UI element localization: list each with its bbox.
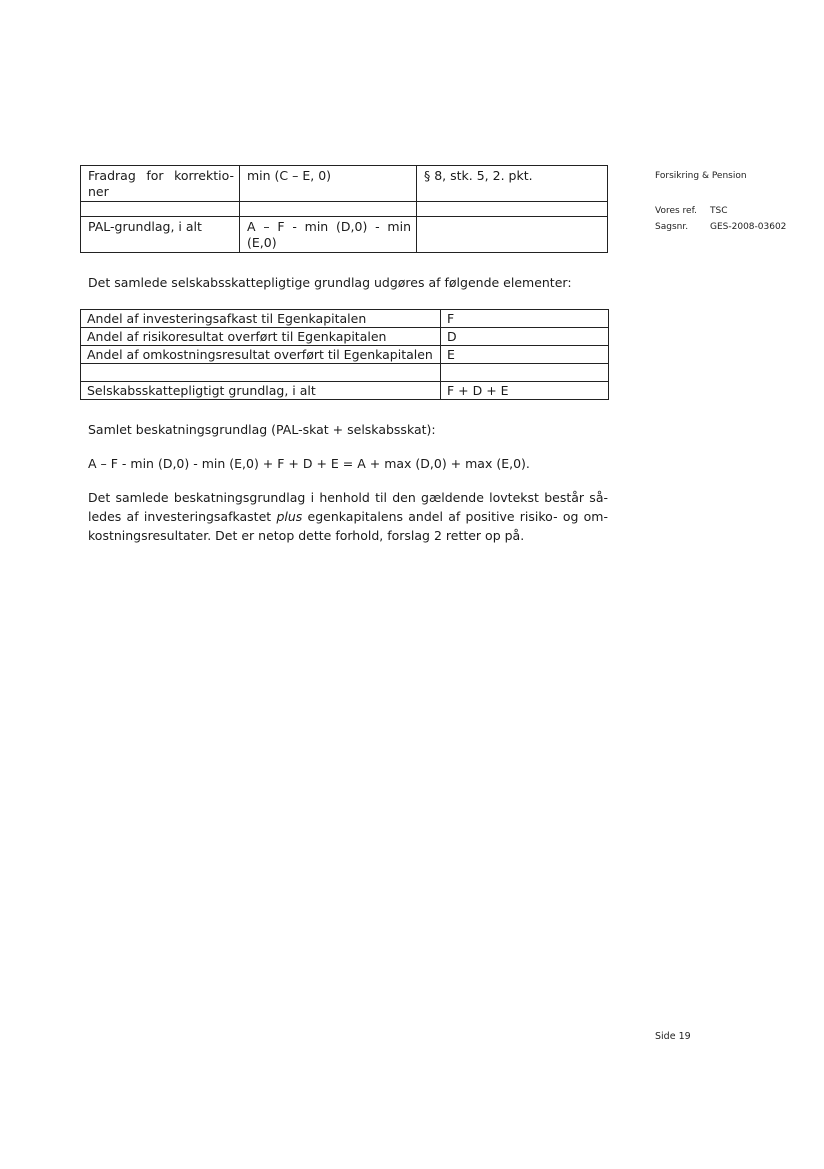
case-label: Sagsnr.: [655, 222, 689, 232]
table-row: [81, 166, 608, 202]
sidebar-reference: [655, 205, 728, 217]
emphasis-plus: plus: [276, 509, 303, 524]
formula: A – F - min (D,0) - min (E,0) + F + D + E = A + max (D,0) + max (E,0).: [88, 456, 530, 471]
table-cell: Andel af omkostningsresultat overført til Egenkapitalen: [81, 346, 441, 364]
table-cell: [417, 217, 608, 253]
table-row: [81, 328, 609, 346]
sidebar-case-number: [655, 221, 786, 233]
cell-text-line: A – F - min (D,0) - min: [247, 219, 411, 234]
table-cell: Andel af risikoresultat overført til Egenkapitalen: [81, 328, 441, 346]
table-cell: Andel af investeringsafkast til Egenkapitalen: [81, 310, 441, 328]
table-cell: [240, 202, 417, 217]
case-value: GES-2008-03602: [710, 222, 787, 232]
table-cell: E: [441, 346, 609, 364]
table-row: [81, 310, 609, 328]
intro-paragraph: Det samlede selskabsskattepligtige grundlag udgøres af følgende elementer:: [88, 275, 572, 290]
conclusion-paragraph: [88, 488, 608, 545]
table-cell: § 8, stk. 5, 2. pkt.: [417, 166, 608, 202]
cell-text-line: Fradrag for korrektio-: [88, 168, 234, 183]
table-cell: Selskabsskattepligtigt grundlag, i alt: [81, 382, 441, 400]
conclusion-text: egenkapitalens andel af positive risiko- og om-: [302, 509, 608, 524]
table-cell: F + D + E: [441, 382, 609, 400]
cell-text-line: (E,0): [247, 235, 277, 250]
table-row: [81, 364, 609, 382]
conclusion-text: ledes af investeringsafkastet: [88, 509, 277, 524]
table-cell: [81, 202, 240, 217]
conclusion-line: Det samlede beskatningsgrundlag i henhold til den gældende lovtekst består så-: [88, 490, 608, 505]
tax-base-table: [80, 309, 609, 400]
table-cell: min (C – E, 0): [240, 166, 417, 202]
ref-value: TSC: [710, 206, 728, 216]
cell-text-line: ner: [88, 184, 109, 199]
table-cell: D: [441, 328, 609, 346]
sidebar-organization: Forsikring & Pension: [655, 171, 747, 181]
pal-table: [80, 165, 608, 253]
table-cell: PAL-grundlag, i alt: [81, 217, 240, 253]
summary-heading: Samlet beskatningsgrundlag (PAL-skat + selskabsskat):: [88, 422, 436, 437]
table-row: [81, 217, 608, 253]
table-cell: [441, 364, 609, 382]
table-cell: [417, 202, 608, 217]
table-row: [81, 202, 608, 217]
table-row: [81, 382, 609, 400]
conclusion-line: [88, 507, 608, 526]
table-cell: [240, 217, 417, 253]
table-cell: [81, 364, 441, 382]
table-row: [81, 346, 609, 364]
conclusion-line: kostningsresultater. Det er netop dette forhold, forslag 2 retter op på.: [88, 528, 525, 543]
table-cell: F: [441, 310, 609, 328]
ref-label: Vores ref.: [655, 206, 697, 216]
table-cell: [81, 166, 240, 202]
page-number: Side 19: [655, 1031, 691, 1042]
